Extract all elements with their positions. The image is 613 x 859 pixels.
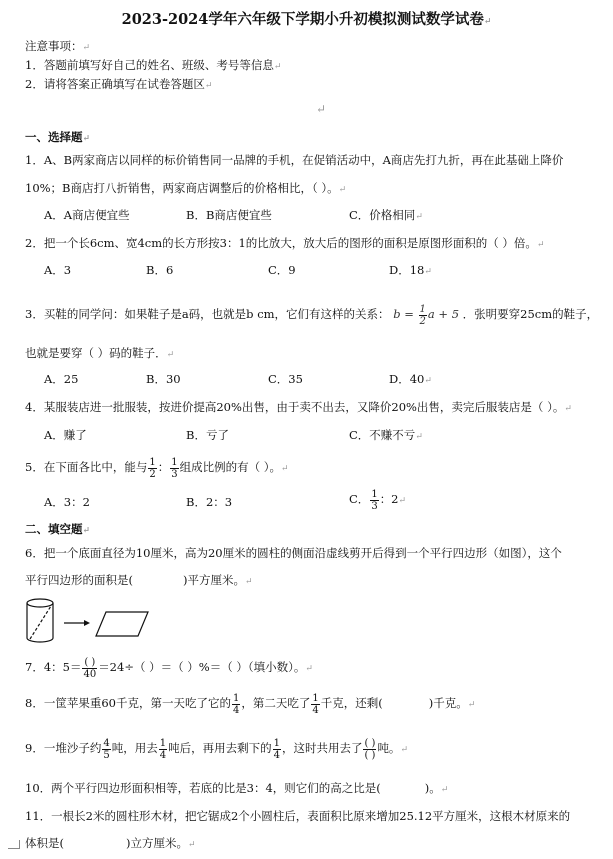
paragraph-mark: ↵ <box>467 700 476 710</box>
paragraph-mark: ↵ <box>415 212 423 222</box>
notes-item: 2．请将答案正确填写在试卷答题区↵ <box>25 77 213 91</box>
parallelogram-shape <box>96 612 148 636</box>
paragraph-mark: ↵ <box>82 43 91 53</box>
arrow-icon <box>64 620 90 626</box>
paragraph-mark: ↵ <box>82 134 91 144</box>
question-1-line-1: 1．A、B两家商店以同样的标价销售同一品牌的手机，在促销活动中，A商店先打九折，再在此基础上降价 <box>25 153 564 167</box>
q2-option-d[interactable]: D．18↵ <box>389 263 432 277</box>
q4-option-b[interactable]: B．亏了 <box>186 428 229 442</box>
paragraph-mark: ↵ <box>440 785 449 795</box>
paragraph-mark: ↵ <box>280 464 289 474</box>
q3-option-b[interactable]: B．30 <box>146 372 181 386</box>
q3-formula: b = $\frac{1}{2}$ a + 5 <box>393 303 460 327</box>
q8-fraction-1: $\frac{1}{4}$ <box>232 692 240 716</box>
section-heading-fill: 二、填空题↵ <box>25 522 91 536</box>
paragraph-mark: ↵ <box>536 240 545 250</box>
question-1-line-2: 10%；B商店打八折销售，两家商店调整后的价格相比，（ ）。↵ <box>25 181 347 195</box>
section-heading-choice: 一、选择题↵ <box>25 130 91 144</box>
notes-heading: 注意事项：↵ <box>25 39 91 53</box>
question-6-line-2: 平行四边形的面积是( )平方厘米。↵ <box>25 573 253 587</box>
q9-fraction-1: $\frac{4}{5}$ <box>103 737 110 761</box>
paragraph-mark: ↵ <box>82 526 91 536</box>
q3-option-a[interactable]: A．25 <box>44 372 79 386</box>
q3-option-d[interactable]: D．40↵ <box>389 372 432 386</box>
paragraph-mark: ↵ <box>424 267 432 277</box>
question-10: 10．两个平行四边形面积相等，若底的比是3：4，则它们的高之比是( )。↵ <box>25 781 449 795</box>
q5-option-c-fraction: $\frac{1}{3}$ <box>371 488 378 512</box>
question-3-line-1: 3．买鞋的同学问：如果鞋子是a码，也就是b cm，它们有这样的关系： b = $\frac{1}{2}$ a + 5 ．张明要穿25cm的鞋子， <box>25 303 599 327</box>
question-11-line-1: 11．一根长2米的圆柱形木材，把它锯成2个小圆柱后，表面积比原来增加25.12平方厘米，这根木材原来的 <box>25 809 571 823</box>
question-8: 8．一筐苹果重60千克，第一天吃了它的 $\frac{1}{4}$ ，第二天吃了 $\frac{1}{4}$ 千克，还剩( )千克。↵ <box>25 692 476 716</box>
exam-title <box>0 10 613 32</box>
notes-item: 1．答题前填写好自己的姓名、班级、考号等信息↵ <box>25 58 282 72</box>
q3-option-c[interactable]: C．35 <box>268 372 303 386</box>
q2-option-c[interactable]: C．9 <box>268 263 296 277</box>
paragraph-mark: ↵ <box>424 376 432 386</box>
question-6-line-1: 6．把一个底面直径为10厘米，高为20厘米的圆柱的侧面沿虚线剪开后得到一个平行四边形（如图），这个 <box>25 546 562 560</box>
q2-option-b[interactable]: B．6 <box>146 263 174 277</box>
q5-option-c[interactable]: C． $\frac{1}{3}$ ：2↵ <box>349 488 407 512</box>
q7-fraction: $\frac{( )}{40}$ <box>83 656 97 680</box>
question-7: 7．4：5＝ $\frac{( )}{40}$ ＝24÷（ ）＝（ ）%＝（ ）（填小数）。↵ <box>25 656 313 680</box>
q4-option-c[interactable]: C．不赚不亏↵ <box>349 428 423 442</box>
q5-fraction-1: $\frac{1}{2}$ <box>149 456 156 480</box>
paragraph-mark: ↵ <box>564 404 572 414</box>
paragraph-mark: ↵ <box>483 17 492 27</box>
paragraph-mark: ↵ <box>305 664 313 674</box>
q5-option-a[interactable]: A．3：2 <box>44 495 90 509</box>
q1-option-b[interactable]: B．B商店便宜些 <box>186 208 272 222</box>
paragraph-mark: ↵ <box>166 350 175 360</box>
q3-formula-fraction: $\frac{1}{2}$ <box>419 303 426 327</box>
paragraph-mark: ↵ <box>204 81 213 91</box>
cylinder-to-parallelogram-figure <box>24 598 164 644</box>
question-2: 2．把一个长6cm、宽4cm的长方形按3：1的比放大，放大后的图形的面积是原图形面积的（ ）倍。↵ <box>25 236 545 250</box>
q9-fraction-3: $\frac{1}{4}$ <box>273 737 280 761</box>
paragraph-mark: ↵ <box>273 62 282 72</box>
q5-option-b[interactable]: B．2：3 <box>186 495 233 509</box>
paragraph-mark: ↵ <box>245 577 253 587</box>
paragraph-mark: ↵ <box>415 432 423 442</box>
question-11-line-2: 体积是( )立方厘米。↵ <box>25 836 196 850</box>
question-9: 9．一堆沙子约 $\frac{4}{5}$ 吨，用去 $\frac{1}{4}$ 吨后，再用去剩下的 $\frac{1}{4}$ ，这时共用去了 $\frac{( )}{( )}$ 吨。↵ <box>25 737 408 761</box>
paragraph-mark: ↵ <box>338 185 347 195</box>
q4-option-a[interactable]: A．赚了 <box>44 428 87 442</box>
cylinder-shape <box>27 599 53 642</box>
q9-fraction-2: $\frac{1}{4}$ <box>159 737 167 761</box>
exam-title-text: 2023-2024学年六年级下学期小升初模拟测试数学试卷 <box>121 11 484 28</box>
q5-fraction-2: $\frac{1}{3}$ <box>171 456 178 480</box>
q2-option-a[interactable]: A．3 <box>44 263 72 277</box>
question-5: 5．在下面各比中，能与 $\frac{1}{2}$ ： $\frac{1}{3}$ 组成比例的有（ ）。↵ <box>25 456 289 480</box>
margin-corner-mark <box>8 0 20 859</box>
paragraph-mark: ↵ <box>188 840 196 850</box>
q9-answer-fraction[interactable]: $\frac{( )}{( )}$ <box>364 737 376 761</box>
paragraph-mark: ↵ <box>398 496 407 506</box>
empty-paragraph-mark: ↵ <box>316 102 327 116</box>
q1-option-a[interactable]: A．A商店便宜些 <box>44 208 130 222</box>
q8-fraction-2: $\frac{1}{4}$ <box>312 692 319 716</box>
paragraph-mark: ↵ <box>400 745 408 755</box>
q1-option-c[interactable]: C．价格相同↵ <box>349 208 423 222</box>
question-4: 4．某服装店进一批服装，按进价提高20%出售，由于卖不出去，又降价20%出售，卖完后服装店是（ ）。↵ <box>25 400 572 414</box>
question-3-line-2: 也就是要穿（ ）码的鞋子．↵ <box>25 346 175 360</box>
